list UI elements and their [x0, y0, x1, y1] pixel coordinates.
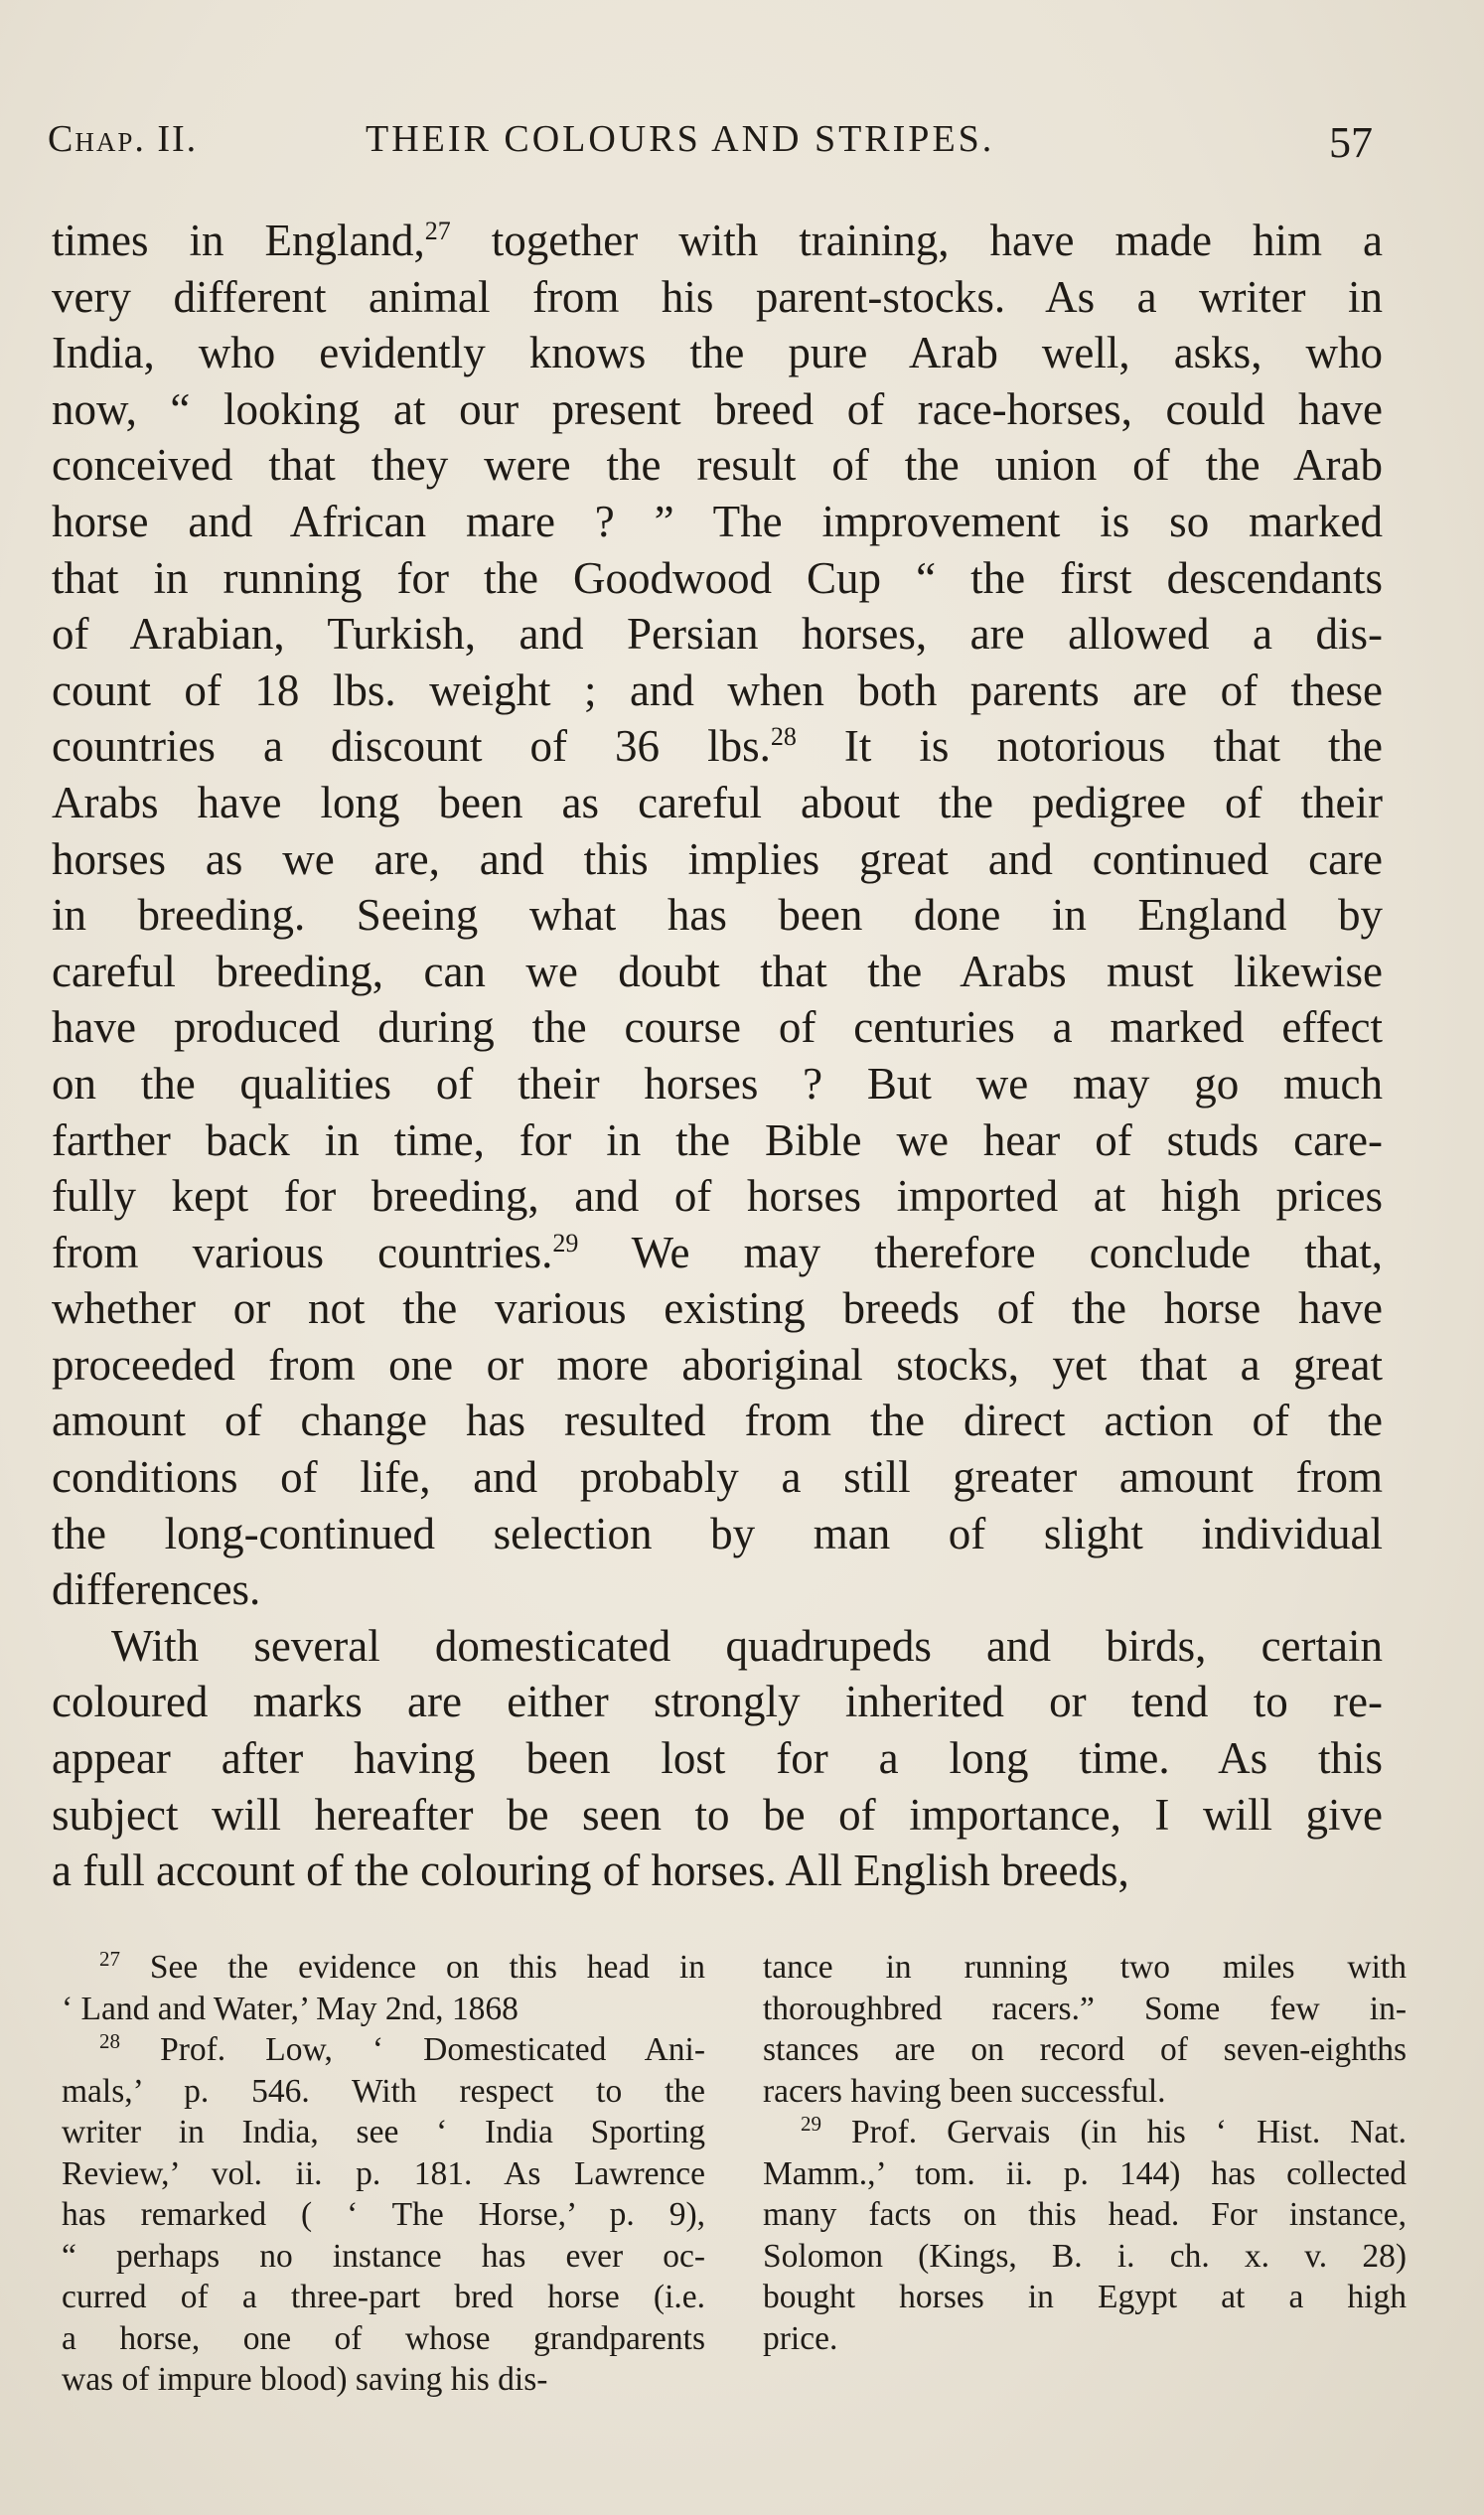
footnote-line — [62, 2318, 705, 2360]
text-line — [52, 1225, 1383, 1281]
text-line — [52, 381, 1383, 438]
text-segment: have produced during the course of centuries a marked effect — [52, 1002, 1383, 1053]
text-segment: that in running for the Goodwood Cup “ the first descendants — [52, 552, 1383, 603]
text-line — [52, 663, 1383, 719]
text-line — [52, 1843, 1383, 1899]
footnotes — [62, 1946, 1407, 2398]
footnote-line — [763, 2029, 1407, 2071]
text-segment: coloured marks are either strongly inherited or tend to re- — [52, 1677, 1383, 1727]
text-line — [52, 1674, 1383, 1730]
footnote-line — [763, 2194, 1407, 2236]
text-segment: the long-continued selection by man of slight individual — [52, 1508, 1383, 1558]
footnotes-left-column — [62, 1947, 705, 2401]
footnote-reference: 28 — [770, 722, 797, 752]
footnote-line — [62, 2194, 705, 2236]
text-segment: farther back in time, for in the Bible we hear of studs care- — [52, 1114, 1383, 1165]
footnote-line — [763, 2236, 1407, 2278]
text-segment: See the evidence on this head in — [120, 1949, 705, 1986]
text-segment: has remarked ( ‘ The Horse,’ p. 9), — [62, 2196, 705, 2233]
text-line — [52, 887, 1383, 944]
text-segment: Mamm.,’ tom. ii. p. 144) has collected — [763, 2154, 1407, 2192]
text-line — [52, 944, 1383, 1000]
footnote-line — [62, 2359, 705, 2401]
text-segment: writer in India, see ‘ India Sporting — [62, 2114, 705, 2150]
text-segment: appear after having been lost for a long time. As this — [52, 1733, 1383, 1784]
footnote-number: 27 — [99, 1946, 120, 1971]
text-segment: bought horses in Egypt at a high — [763, 2279, 1407, 2315]
text-segment: tance in running two miles with — [763, 1949, 1407, 1986]
text-line — [52, 1618, 1383, 1675]
text-segment: With several domesticated quadrupeds and birds, certain — [111, 1620, 1383, 1671]
footnote-line — [763, 2153, 1407, 2195]
text-line — [52, 1280, 1383, 1337]
text-segment: subject will hereafter be seen to be of importance, I will give — [52, 1789, 1383, 1840]
text-segment: Review,’ vol. ii. p. 181. As Lawrence — [62, 2154, 705, 2192]
footnote-line — [62, 2153, 705, 2195]
text-line — [52, 1730, 1383, 1787]
text-segment: horse and African mare ? ” The improvement is so marked — [52, 496, 1383, 546]
text-segment: amount of change has resulted from the direct action of the — [52, 1396, 1383, 1446]
text-segment: differences. — [52, 1564, 261, 1615]
text-line — [52, 831, 1383, 888]
body-text — [52, 213, 1383, 1899]
text-line — [52, 999, 1383, 1056]
text-segment: careful breeding, can we doubt that the Arabs must likewise — [52, 946, 1383, 996]
text-line — [52, 437, 1383, 494]
text-line — [52, 1561, 1383, 1618]
text-line — [52, 1337, 1383, 1394]
text-line — [52, 494, 1383, 550]
footnote-reference: 29 — [552, 1228, 579, 1258]
text-segment: Prof. Gervais (in his ‘ Hist. Nat. — [821, 2114, 1407, 2150]
text-segment: Arabs have long been as careful about the pedigree of their — [52, 777, 1383, 827]
text-line — [52, 1449, 1383, 1506]
text-line — [52, 269, 1383, 326]
text-segment: proceeded from one or more aboriginal stocks, yet that a great — [52, 1339, 1383, 1390]
footnote-number: 28 — [99, 2028, 120, 2053]
text-segment: count of 18 lbs. weight ; and when both parents are of these — [52, 665, 1383, 715]
text-segment: now, “ looking at our present breed of race-horses, could have — [52, 383, 1383, 434]
text-segment: fully kept for breeding, and of horses imported at high prices — [52, 1171, 1383, 1222]
footnote-line — [62, 2236, 705, 2278]
text-segment: ‘ Land and Water,’ May 2nd, 1868 — [62, 1990, 519, 2027]
text-segment: We may therefore conclude that, — [578, 1227, 1383, 1277]
text-line — [52, 213, 1383, 269]
running-head — [48, 117, 1381, 177]
page-number: 57 — [1329, 118, 1373, 167]
footnote-line — [62, 1947, 705, 1989]
text-line — [52, 606, 1383, 663]
chapter-label: Chap. II. — [48, 118, 199, 160]
footnote-line — [763, 2071, 1407, 2113]
footnote-line — [62, 2071, 705, 2113]
footnotes-right-column — [763, 1947, 1407, 2359]
text-segment: mals,’ p. 546. With respect to the — [62, 2072, 705, 2110]
text-segment: of Arabian, Turkish, and Persian horses, are allowed a dis- — [52, 609, 1383, 660]
footnote-line — [62, 2277, 705, 2318]
footnote-line — [763, 2318, 1407, 2360]
text-segment: whether or not the various existing breeds of the horse have — [52, 1283, 1383, 1334]
text-segment: thoroughbred racers.” Some few in- — [763, 1990, 1407, 2027]
text-segment: conceived that they were the result of the union of the Arab — [52, 440, 1383, 491]
text-line — [52, 1506, 1383, 1562]
footnote-line — [62, 2112, 705, 2153]
footnote-line — [763, 1947, 1407, 1989]
footnote-line — [763, 2112, 1407, 2153]
text-segment: a full account of the colouring of horses. All English breeds, — [52, 1846, 1129, 1896]
text-segment: conditions of life, and probably a still greater amount from — [52, 1452, 1383, 1503]
running-title: THEIR COLOURS AND STRIPES. — [366, 118, 995, 160]
text-segment: on the qualities of their horses ? But we may go much — [52, 1058, 1383, 1109]
footnote-number: 29 — [801, 2111, 821, 2136]
text-segment: Prof. Low, ‘ Domesticated Ani- — [120, 2031, 705, 2068]
text-segment: horses as we are, and this implies great and continued care — [52, 833, 1383, 884]
text-segment: was of impure blood) saving his dis- — [62, 2361, 548, 2398]
footnote-line — [763, 2277, 1407, 2318]
text-segment: countries a discount of 36 lbs. — [52, 721, 771, 772]
text-segment: It is notorious that the — [796, 721, 1383, 772]
text-line — [52, 1393, 1383, 1449]
text-segment: racers having been successful. — [763, 2072, 1166, 2110]
footnote-reference: 27 — [424, 217, 451, 245]
footnote-line — [62, 2029, 705, 2071]
text-segment: a horse, one of whose grandparents — [62, 2319, 705, 2357]
text-segment: stances are on record of seven-eighths — [763, 2031, 1407, 2068]
text-segment: “ perhaps no instance has ever oc- — [62, 2237, 705, 2275]
text-segment: many facts on this head. For instance, — [763, 2196, 1407, 2233]
footnote-line — [62, 1989, 705, 2030]
text-line — [52, 550, 1383, 607]
text-segment: Solomon (Kings, B. i. ch. x. v. 28) — [763, 2237, 1407, 2275]
text-line — [52, 1787, 1383, 1844]
text-segment: India, who evidently knows the pure Arab well, asks, who — [52, 328, 1383, 378]
text-segment: very different animal from his parent-stocks. As a writer in — [52, 271, 1383, 322]
text-line — [52, 1168, 1383, 1225]
text-segment: times in England, — [52, 216, 425, 265]
text-line — [52, 1112, 1383, 1169]
text-segment: in breeding. Seeing what has been done in England by — [52, 890, 1383, 941]
text-segment: price. — [763, 2319, 838, 2357]
text-segment: from various countries. — [52, 1227, 553, 1277]
footnote-line — [763, 1989, 1407, 2030]
text-segment: together with training, have made him a — [450, 216, 1383, 265]
text-segment: curred of a three-part bred horse (i.e. — [62, 2279, 705, 2315]
text-line — [52, 1056, 1383, 1112]
text-line — [52, 775, 1383, 831]
text-line — [52, 718, 1383, 775]
text-line — [52, 325, 1383, 381]
